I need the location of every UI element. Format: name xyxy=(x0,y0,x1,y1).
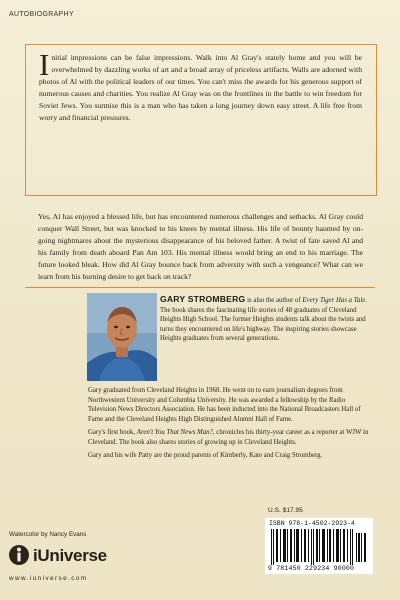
book-title: Aren't You That News Man? xyxy=(136,429,213,436)
author-name: GARY STROMBERG xyxy=(160,294,246,304)
divider-rule xyxy=(25,195,375,196)
category-label: AUTOBIOGRAPHY xyxy=(9,11,74,18)
drop-cap: I xyxy=(39,47,50,82)
bio-paragraph: Gary's first book, Aren't You That News Man?, chronicles his thirty-year career as a reporter at WJW in Cleveland. The book also shares stories of growing up in Cleveland Heights. xyxy=(88,429,369,446)
divider-rule xyxy=(25,287,375,288)
price-code: 90000 xyxy=(333,565,355,572)
publisher-url: www.iuniverse.com xyxy=(9,575,88,582)
ean-digits: 9 781450 229234 90000 xyxy=(268,565,355,572)
book-title: Every Tiger Has a Tale xyxy=(302,297,366,304)
blurb-text-1: nitial impressions can be false impressions. Walk into Al Gray's stately home and you will be overwhelmed by dazzling works of art and a broad array of priceless artifacts. Walls are adorned with photos of Al with the political leaders of our times. You can't miss the awards for his generous support of numerous causes and charities. You realize Al Gray was on the frontlines in the battle to win freedom for Soviet Jews. You surmise this is a man who has taken a long journey down easy street. A life free from worry and financial pressures. xyxy=(39,53,362,123)
bio-paragraph: Gary graduated from Cleveland Heights in 1968. He went on to earn journalism degrees from Northwestern University and Columbia University. He was awarded a fellowship by the Radio Television News Directors Association. He has been inducted into the National Broadcasters Hall of Fame and the Cleveland Heights High Distinguished Alumni Hall of Fame. xyxy=(88,387,361,423)
bio-paragraph: Gary and his wife Patty are the proud parents of Kimberly, Kate and Craig Stromberg. xyxy=(88,452,323,459)
blurb-paragraph-1 xyxy=(39,47,362,125)
blurb-paragraph-2: Yes, Al has enjoyed a blessed life, but has encountered numerous challenges and setbacks. Al Gray could conquer Wall Street, but was knocked to his knees by mental illness. His life of bounty haunted by on-going nightmares about the mysterious disappearance of his beloved father. A twist of fate saved Al and his family from death aboard Pan Am 103. His mental illness would bring an end to his marriage. The future looked bleak. How did Al Gray bounce back from adversity with such a vengeance? What can we learn from his burning desire to get back on track? xyxy=(38,212,363,282)
illustration-credit: Watercolor by Nancy Evans xyxy=(9,531,87,538)
author-watercolor-portrait xyxy=(87,293,157,381)
barcode-bars xyxy=(271,529,367,565)
price-label: U.S. $17.95 xyxy=(268,507,303,514)
iuniverse-logo-icon xyxy=(8,544,30,566)
isbn-barcode xyxy=(265,518,373,574)
author-bio xyxy=(88,386,372,465)
publisher-name: iUniverse xyxy=(33,546,107,565)
author-bio-intro: GARY STROMBERG is also the author of Every Tiger Has a Tale. The book shares the fascinating life stories of 48 graduates of Cleveland Heights High School. The former Heights students talk about the twists and turns they encountered on life's highway. The inspiring stories showcase Heights graduates from several generations. xyxy=(160,294,367,342)
publisher-logo xyxy=(8,544,108,570)
isbn-number: ISBN 978-1-4502-2923-4 xyxy=(269,520,355,527)
